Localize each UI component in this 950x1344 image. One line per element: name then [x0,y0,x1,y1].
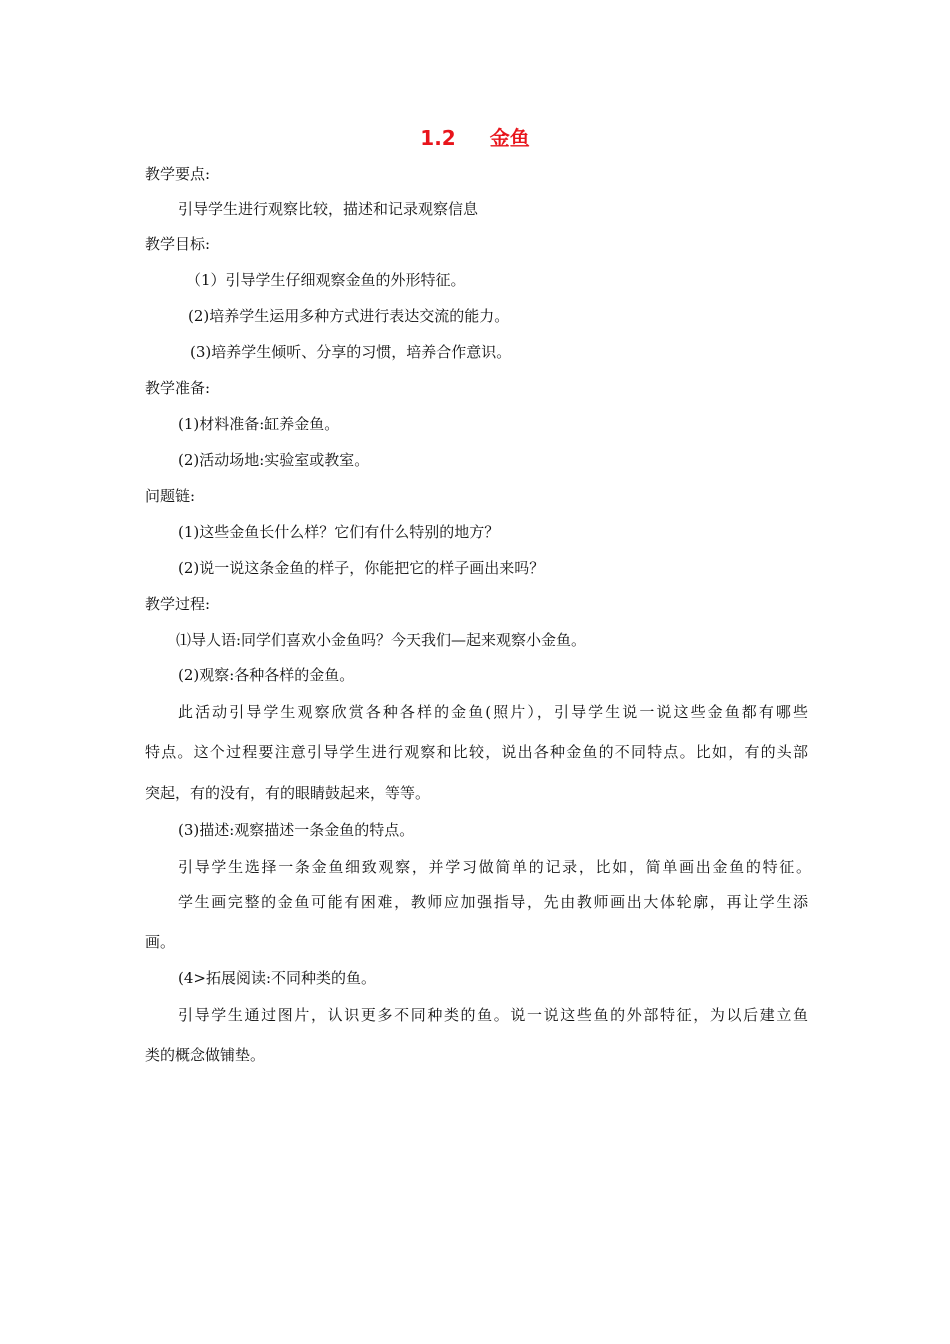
process-paragraph-1-line-1: 此活动引导学生观察欣赏各种各样的金鱼(照片），引导学生说一说这些金鱼都有哪些 [178,703,808,721]
process-paragraph-4-line-1: 引导学生通过图片，认识更多不同种类的鱼。说一说这些鱼的外部特征，为以后建立鱼 [178,1006,808,1024]
question-item-1: (1)这些金鱼长什么样？它们有什么特别的地方？ [178,523,500,541]
objective-item-1: （1）引导学生仔细观察金鱼的外形特征。 [186,271,466,289]
process-step-3: (3)描述:观察描述一条金鱼的特点。 [178,821,415,839]
process-step-1: ⑴导人语:同学们喜欢小金鱼吗？今天我们—起来观察小金鱼。 [176,631,587,649]
title-number: 1.2 [420,126,456,150]
process-paragraph-1-line-2: 特点。这个过程要注意引导学生进行观察和比较，说出各种金鱼的不同特点。比如，有的头部 [145,743,808,761]
objective-item-3: (3)培养学生倾听、分享的习惯，培养合作意识。 [190,343,512,361]
preparation-heading: 教学准备: [145,379,211,397]
process-step-2: (2)观察:各种各样的金鱼。 [178,666,355,684]
preparation-item-2: (2)活动场地:实验室或教室。 [178,451,370,469]
objective-item-2: (2)培养学生运用多种方式进行表达交流的能力。 [188,307,510,325]
process-paragraph-2-line-1: 引导学生选择一条金鱼细致观察，并学习做简单的记录，比如，简单画出金鱼的特征。 [178,858,811,876]
page-title [0,124,950,152]
process-paragraph-4-line-2: 类的概念做铺垫。 [145,1046,266,1064]
objectives-heading: 教学目标: [145,235,211,253]
question-chain-heading: 问题链: [145,487,196,505]
process-paragraph-3-line-2: 画。 [145,933,176,951]
question-item-2: (2)说一说这条金鱼的样子，你能把它的样子画出来吗？ [178,559,545,577]
process-paragraph-1-line-3: 突起，有的没有，有的眼睛鼓起来，等等。 [145,784,431,802]
process-heading: 教学过程: [145,595,211,613]
process-step-4: (4>拓展阅读:不同种类的鱼。 [178,969,377,987]
key-points-line: 引导学生进行观察比较，描述和记录观察信息 [178,200,479,218]
preparation-item-1: (1)材料准备:缸养金鱼。 [178,415,340,433]
title-text: 金鱼 [489,126,530,150]
key-points-heading: 教学要点: [145,165,211,183]
process-paragraph-3-line-1: 学生画完整的金鱼可能有困难，教师应加强指导，先由教师画出大体轮廓，再让学生添 [178,893,808,911]
